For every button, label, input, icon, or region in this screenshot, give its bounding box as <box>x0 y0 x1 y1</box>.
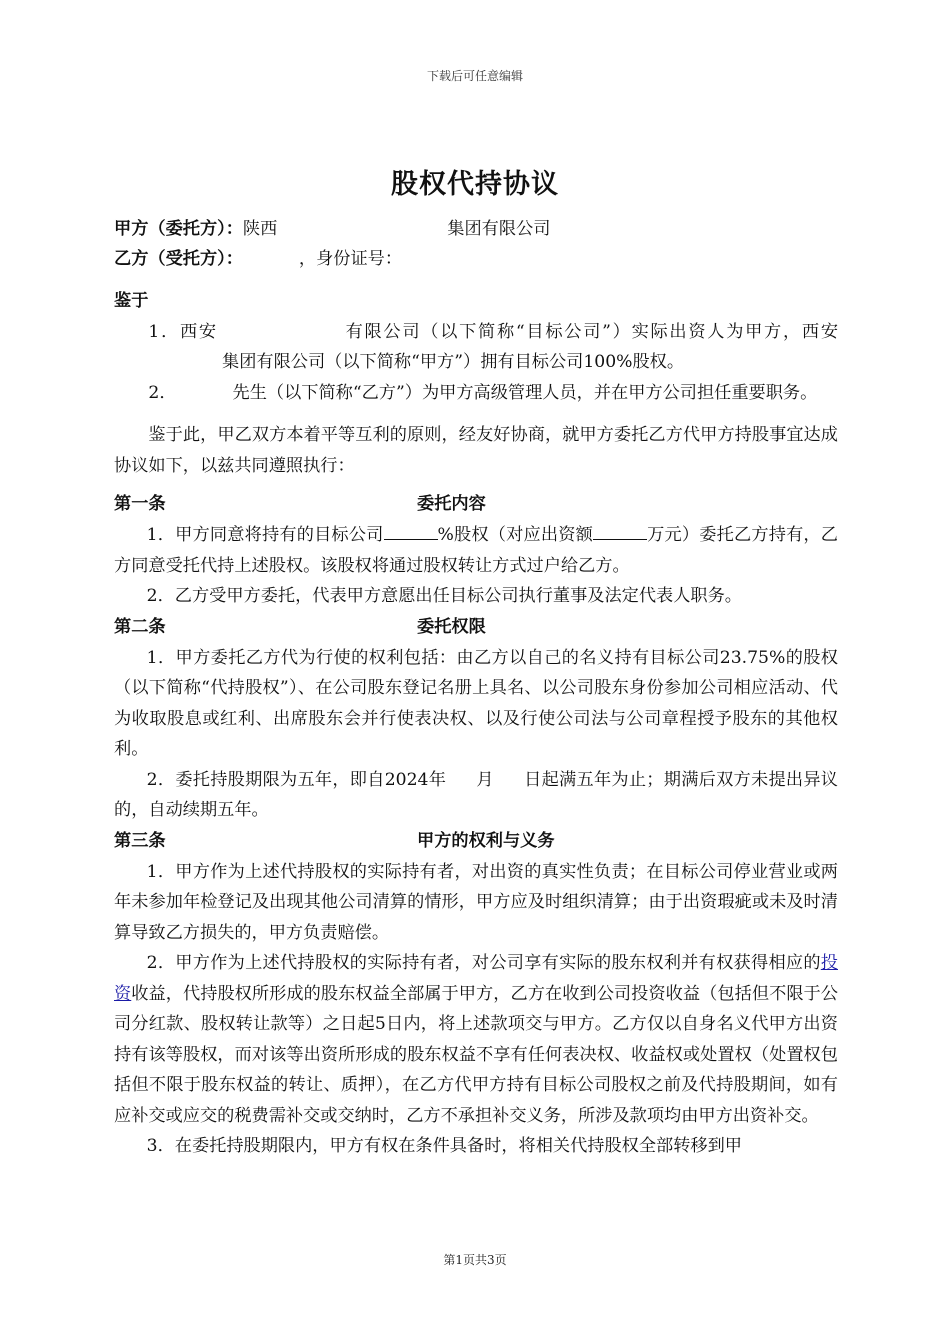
article-2-number: 第二条 <box>114 616 166 637</box>
article-1-para-1-b: %股权（对应出资额 <box>437 525 593 545</box>
party-b-line <box>114 244 838 274</box>
article-2-para-2-a: 2．委托持股期限为五年，即自2024年 <box>146 769 447 790</box>
article-2-title: 委托权限 <box>417 616 486 637</box>
article-3-para-3: 3．在委托持股期限内，甲方有权在条件具备时，将相关代持股权全部转移到甲 <box>146 1136 742 1156</box>
article-3-para-2-a: 2．甲方作为上述代持股权的实际持有者，对公司享有实际的股东权利并有权获得相应的 <box>146 953 821 973</box>
party-a-name-prefix: 陕西 <box>242 219 278 239</box>
article-1-para-1 <box>114 520 838 581</box>
blank-percentage <box>384 521 438 540</box>
article-3-para-2 <box>114 948 838 1131</box>
recital-item-1 <box>114 317 838 378</box>
page-footer: 第1页共3页 <box>443 1253 507 1267</box>
recital-1-prefix: 1．西安 <box>148 321 218 342</box>
party-b-id-label: ，身份证号： <box>298 249 403 269</box>
recital-1-middle: 有限公司（以下简称“目标公司”）实际出资人为甲方，西安 <box>343 321 839 342</box>
article-1-number: 第一条 <box>114 494 166 514</box>
party-b-label: 乙方（受托方）： <box>114 249 243 269</box>
investment-link[interactable]: 投资 <box>114 953 838 1004</box>
blank-amount <box>593 521 647 540</box>
article-3-number: 第三条 <box>114 830 166 851</box>
party-a-line <box>114 214 838 244</box>
article-2-para-2-c: 日起满五年为止；期满后双方未提出异议的，自动续期五年。 <box>114 769 838 820</box>
article-3-para-1: 1．甲方作为上述代持股权的实际持有者，对出资的真实性负责；在目标公司停业营业或两年未参加年检登记及出现其他公司清算的情形，甲方应及时组织清算；由于出资瑕疵或未及时清算导致乙方损失的，甲方负责赔偿。 <box>114 861 838 943</box>
article-1-para-1-a: 1．甲方同意将持有的目标公司 <box>146 525 384 545</box>
recital-2-prefix: 2． <box>148 382 177 403</box>
article-2-para-1: 1．甲方委托乙方代为行使的权利包括：由乙方以自己的名义持有目标公司23.75%的股权（以下简称“代持股权”）、在公司股东登记名册上具名、以公司股东身份参加公司相应活动、代为收取股息或红利、出席股东会并行使表决权、以及行使公司法与公司章程授予股东的其他权利。 <box>114 647 838 759</box>
document-body <box>114 214 838 1162</box>
article-2-para-2-b: 月 <box>476 769 494 790</box>
header-note: 下载后可任意编辑 <box>426 69 523 83</box>
recital-1-suffix: 集团有限公司（以下简称“甲方”）拥有目标公司100%股权。 <box>222 352 685 372</box>
article-2-heading <box>114 612 838 643</box>
recitals-conclusion: 鉴于此，甲乙双方本着平等互利的原则，经友好协商，就甲方委托乙方代甲方持股事宜达成协议如下，以兹共同遵照执行： <box>114 425 838 476</box>
party-a-name-suffix: 集团有限公司 <box>447 219 551 239</box>
document-title: 股权代持协议 <box>391 169 559 200</box>
article-1-para-2: 2．乙方受甲方委托，代表甲方意愿出任目标公司执行董事及法定代表人职务。 <box>146 586 742 606</box>
recital-item-2 <box>114 378 838 409</box>
article-1-heading <box>114 489 838 520</box>
article-1-para-1-c: 万元）委托乙方持有，乙方同意受托代持上述股权。该股权将通过股权转让方式过户给乙方。 <box>114 525 838 576</box>
party-a-label: 甲方（委托方）： <box>114 219 243 239</box>
article-1-title: 委托内容 <box>417 494 486 514</box>
recital-2-text: 先生（以下简称“乙方”）为甲方高级管理人员，并在甲方公司担任重要职务。 <box>232 382 818 403</box>
recitals-heading: 鉴于 <box>114 291 149 311</box>
article-3-heading <box>114 826 838 857</box>
article-2-para-2 <box>114 765 838 826</box>
article-3-para-2-b: 收益，代持股权所形成的股东权益全部属于甲方，乙方在收到公司投资收益（包括但不限于公司分红款、股权转让款等）之日起5日内，将上述款项交与甲方。乙方仅以自身名义代甲方出资持有该等股权，而对该等出资所形成的股东权益不享有任何表决权、收益权或处置权（处置权包括但不限于股东权益的转让、质押），在乙方代甲方持有目标公司股权之前及代持股期间，如有应补交或应交的税费需补交或交纳时，乙方不承担补交义务，所涉及款项均由甲方出资补交。 <box>114 983 838 1126</box>
article-3-title: 甲方的权利与义务 <box>417 830 555 851</box>
